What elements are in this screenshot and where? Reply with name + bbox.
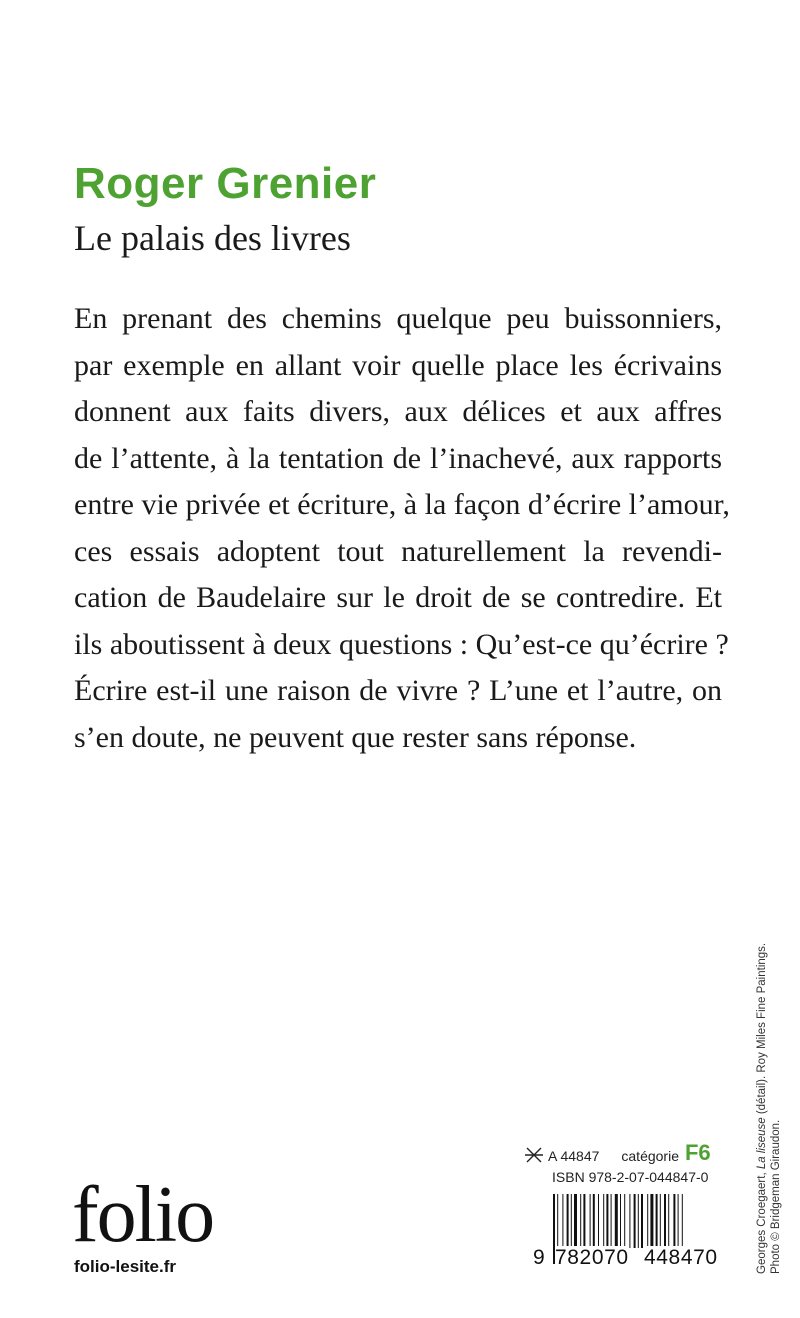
publisher-website: folio-lesite.fr (74, 1257, 177, 1276)
credit-source: (détail). Roy Miles Fine Paintings. (756, 942, 768, 1118)
blurb-line: entre vie privée et écriture, à la façon d’écrire l’amour, (74, 488, 730, 521)
category-label: catégorie (621, 1148, 679, 1164)
barcode-bar (638, 1194, 639, 1248)
book-title: Le palais des livres (74, 218, 351, 258)
isbn-barcode (533, 1194, 725, 1272)
barcode-left-digits: 782070 (555, 1246, 629, 1269)
barcode-lead-digit: 9 (533, 1246, 546, 1269)
barcode-bar (629, 1194, 630, 1248)
barcode-bar (641, 1194, 643, 1248)
barcode-bar (664, 1194, 666, 1248)
barcode-bar (656, 1194, 658, 1248)
folio-symbol-icon (524, 1146, 544, 1164)
barcode-bar (567, 1194, 569, 1248)
barcode-bar (647, 1194, 648, 1248)
barcode-bar (603, 1194, 604, 1248)
barcode-bar (606, 1194, 608, 1248)
credit-artwork-title: La liseuse (756, 1117, 768, 1170)
barcode-bar (562, 1194, 563, 1248)
barcode-bar (593, 1194, 595, 1248)
blurb-line: En prenant des chemins quelque peu buissonniers, (74, 302, 722, 335)
isbn-number: ISBN 978-2-07-044847-0 (552, 1169, 709, 1185)
barcode-bar (668, 1194, 669, 1248)
author-name: Roger Grenier (74, 159, 377, 208)
barcode-right-digits: 448470 (644, 1246, 718, 1269)
credit-artist: Georges Croegaert, (756, 1169, 768, 1274)
blurb-line: s’en doute, ne peuvent que rester sans réponse. (74, 720, 637, 754)
folio-logo: folio (72, 1171, 214, 1259)
barcode-bar (598, 1194, 599, 1248)
category-value: F6 (684, 1140, 711, 1165)
blurb-line: donnent aux faits divers, aux délices et aux affres (74, 395, 722, 428)
barcode-bar (660, 1194, 661, 1248)
barcode-bar (580, 1194, 581, 1248)
catalog-row (524, 1138, 722, 1164)
catalog-info (524, 1138, 722, 1164)
back-cover-blurb (74, 296, 730, 761)
barcode-bar (611, 1194, 612, 1248)
blurb-line: par exemple en allant voir quelle place les écrivains (74, 348, 722, 382)
barcode-bar (583, 1194, 585, 1248)
barcode-bar (571, 1194, 572, 1248)
barcode-bar (650, 1194, 653, 1248)
barcode-bar (624, 1194, 625, 1248)
blurb-line: ces essais adoptent tout naturellement la revendi- (74, 534, 722, 568)
cover-image-credit (755, 914, 795, 1274)
credit-line (755, 914, 769, 1274)
barcode-bar (590, 1194, 591, 1248)
credit-photo-line: Photo © Bridgeman Giraudon. (770, 1119, 782, 1274)
barcode-bar (634, 1194, 636, 1248)
blurb-line: ils aboutissent à deux questions : Qu’est-ce qu’écrire ? (74, 627, 729, 661)
blurb-line: cation de Baudelaire sur le droit de se contredire. Et (74, 581, 722, 614)
blurb-line: de l’attente, à la tentation de l’inachevé, aux rapports (74, 441, 722, 475)
barcode-bar (673, 1194, 675, 1248)
barcode-bar (574, 1194, 577, 1248)
catalog-code: A 44847 (548, 1148, 600, 1164)
blurb-line: Écrire est-il une raison de vivre ? L’une et l’autre, on (74, 674, 722, 707)
